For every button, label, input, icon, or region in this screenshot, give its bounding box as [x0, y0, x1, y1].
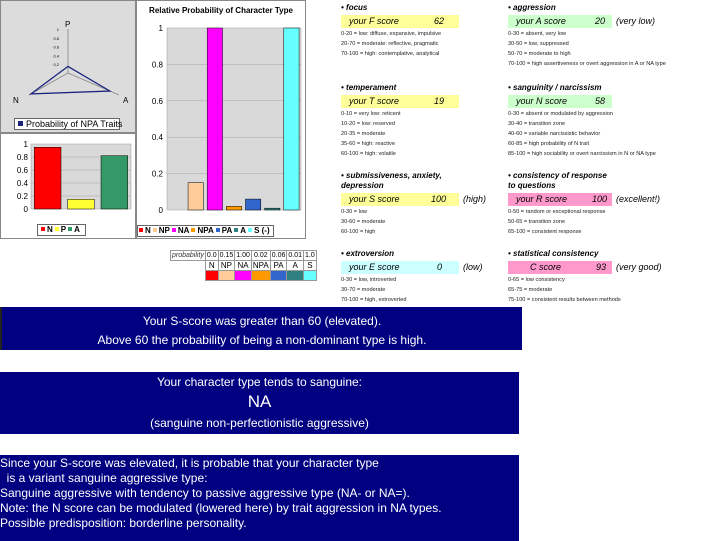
legend-swatch-icon [55, 227, 59, 231]
npa-legend-label: N [47, 225, 53, 234]
type-legend-label: A [240, 226, 247, 235]
s-score-result-line-2: Above 60 the probability of being a non-dominant type is high. [97, 333, 427, 347]
submissiveness-score-value: 100 [431, 194, 447, 204]
temperament-line-3: 20-35 = moderate [341, 131, 386, 137]
radar-axis-n: N [13, 96, 19, 105]
npa-legend-item [41, 225, 53, 235]
sanguinity-line-3: 40-60 = variable narcissistic behavior [508, 131, 601, 137]
sanguinity-section [508, 83, 656, 159]
legend-square-icon [18, 121, 23, 126]
extroversion-title: • extroversion [341, 249, 395, 258]
type-y-tick-label: 0 [158, 206, 163, 215]
s-score-result-line-1: Your S-score was greater than 60 (elevated). [142, 314, 382, 328]
probability-colors-row [171, 271, 317, 281]
npa-y-tick-label: 0.4 [16, 179, 28, 188]
temperament-line-1: 0-10 = very low: reticent [341, 111, 401, 117]
type-y-tick-label: 0.6 [151, 96, 163, 106]
aggression-score-value: 20 [595, 16, 606, 26]
npa-bar-legend [37, 224, 86, 236]
radar-legend [14, 118, 123, 130]
legend-swatch-icon [248, 228, 252, 232]
statistical-line-2: 65-75 = moderate [508, 287, 553, 293]
type-legend-label: NP [158, 226, 170, 235]
type-legend-item [216, 226, 233, 236]
legend-swatch-icon [234, 228, 238, 232]
consistency-note: (excellent!) [616, 194, 661, 204]
radar-tick-label: 1 [56, 27, 59, 32]
legend-swatch-icon [172, 228, 176, 232]
character-type-code: NA [247, 392, 272, 411]
npa-bar-chart-panel [0, 133, 136, 239]
probability-value-cell: 0.06 [271, 252, 286, 259]
focus-score-label: your F score [349, 16, 399, 26]
probability-color-cell [270, 271, 287, 281]
npa-legend-label: A [74, 225, 80, 234]
type-legend-item [139, 226, 151, 236]
probability-value-cell: 1.0 [305, 252, 315, 259]
submissiveness-title-1: • submissiveness, anxiety, [341, 171, 442, 180]
legend-swatch-icon [216, 228, 220, 232]
probability-color-cell [287, 271, 304, 281]
aggression-score-label: your A score [516, 16, 566, 26]
type-bar-na [207, 28, 222, 210]
npa-y-tick-label: 0 [23, 205, 28, 214]
probability-code-cell: NPA [252, 261, 269, 270]
consistency-title-1: • consistency of response [508, 171, 607, 180]
type-legend-label: N [145, 226, 151, 235]
probability-code-cell: S [304, 261, 317, 271]
statistical-score-box [508, 261, 612, 274]
type-bar-pa [245, 199, 260, 210]
aggression-line-4: 70-100 = high assertiveness or overt aggression in A or NA type [508, 61, 666, 67]
temperament-score-value: 19 [434, 96, 445, 106]
variant-line-1: Since your S-score was elevated, it is probable that your character type [0, 456, 379, 470]
focus-score-box [341, 15, 459, 28]
type-legend-item [153, 226, 170, 236]
probability-value-cell: 0.0 [206, 252, 217, 259]
consistency-score-box [508, 193, 612, 206]
extroversion-line-3: 70-100 = high, extroverted [341, 297, 407, 303]
probability-value-cell: 0.02 [251, 251, 270, 261]
extroversion-section [341, 249, 483, 305]
statistical-score-value: 93 [596, 262, 607, 272]
probability-code-cell: N [205, 261, 218, 271]
type-legend-item [248, 226, 270, 236]
statistical-line-3: 75-100 = consistent results between methods [508, 297, 621, 303]
temperament-score-label: your T score [349, 96, 400, 106]
legend-swatch-icon [139, 228, 143, 232]
type-y-tick-label: 0.8 [151, 60, 163, 70]
temperament-line-4: 35-60 = high: reactive [341, 141, 395, 147]
consistency-score-label: your R score [516, 194, 568, 204]
submissiveness-title-2: depression [341, 181, 384, 190]
probability-codes-row [171, 261, 317, 271]
sanguinity-line-1: 0-30 = absent or modulated by aggression [508, 111, 613, 117]
submissiveness-score-box [341, 193, 459, 206]
type-legend-label: PA [221, 226, 233, 235]
probability-color-cell [235, 271, 252, 281]
consistency-line-2: 50-65 = transition zone [508, 219, 566, 225]
radar-axis-p: P [65, 20, 71, 29]
radar-tick-label: 0.6 [53, 44, 59, 50]
consistency-line-3: 65-100 = consistent response [508, 229, 582, 235]
aggression-line-3: 50-70 = moderate to high [508, 51, 571, 57]
variant-line-2: is a variant sanguine aggressive type: [0, 471, 208, 485]
consistency-score-value: 100 [592, 194, 608, 204]
character-type-chart-panel [136, 0, 306, 239]
consistency-section [508, 171, 660, 237]
temperament-score-box [341, 95, 459, 108]
focus-title: • focus [341, 3, 368, 12]
radar-axis-a: A [123, 96, 129, 105]
type-legend-item [234, 226, 246, 236]
npa-legend-item [55, 225, 66, 235]
npa-y-tick-label: 0.8 [16, 153, 28, 162]
aggression-line-1: 0-30 = absent, very low [508, 31, 566, 37]
submissiveness-line-2: 30-60 = moderate [341, 219, 386, 225]
type-y-tick-label: 0.2 [151, 169, 163, 179]
focus-line-1: 0-20 = low: diffuse, expansive, impulsive [341, 31, 442, 37]
probability-code-cell: NA [235, 261, 252, 271]
focus-score-value: 62 [434, 16, 445, 26]
npa-y-tick-label: 0.2 [16, 192, 28, 201]
legend-swatch-icon [191, 228, 195, 232]
variant-line-4: Note: the N score can be modulated (lowered here) by trait aggression in NA types. [0, 501, 442, 515]
temperament-line-2: 10-20 = low: reserved [341, 121, 395, 127]
s-score-result-box [0, 307, 522, 350]
sanguinity-title: • sanguinity / narcissism [508, 83, 602, 92]
temperament-title: • temperament [341, 83, 397, 92]
statistical-note: (very good) [616, 262, 662, 272]
probability-table [170, 250, 317, 281]
type-bar-s [284, 28, 299, 210]
npa-legend-item [68, 225, 80, 235]
npa-y-tick-label: 0.6 [16, 166, 28, 175]
temperament-line-5: 60-100 = high: volatile [341, 151, 396, 157]
statistical-section [508, 249, 662, 305]
npa-y-tick-label: 1 [23, 140, 28, 149]
submissiveness-note: (high) [463, 194, 487, 204]
radar-legend-label: Probability of NPA Traits [26, 119, 123, 129]
variant-line-5: Possible predisposition: borderline personality. [0, 516, 247, 530]
sanguinity-line-5: 85-100 = high sociability or overt narcissism in N or NA type [508, 151, 656, 157]
radar-tick-labels [53, 27, 59, 67]
statistical-title: • statistical consistency [508, 249, 599, 258]
extroversion-score-label: your E score [349, 262, 400, 272]
sanguinity-score-value: 58 [595, 96, 606, 106]
legend-swatch-icon [41, 227, 45, 231]
type-legend-item [191, 226, 213, 236]
aggression-title: • aggression [508, 3, 556, 12]
type-legend-label: NA [177, 226, 190, 235]
probability-code-cell: NP [218, 261, 235, 271]
sanguinity-line-2: 30-40 = transition zone [508, 121, 566, 127]
radar-tick-label: 0.4 [53, 53, 59, 59]
probability-value-cell: 0.15 [219, 252, 234, 259]
npa-legend-label: P [60, 225, 67, 234]
type-legend-label: NPA [197, 226, 214, 235]
type-plot-area [167, 28, 301, 210]
extroversion-note: (low) [463, 262, 483, 272]
sanguinity-score-label: your N score [516, 96, 568, 106]
probability-code-cell: PA [270, 261, 287, 271]
character-type-bar-chart [137, 1, 305, 223]
variant-explanation-box [0, 455, 519, 541]
npa-bar-n [34, 147, 61, 209]
sanguinity-score-box [508, 95, 612, 108]
aggression-score-box [508, 15, 612, 28]
character-type-result-box [0, 372, 519, 434]
statistical-score-label: C score [530, 262, 562, 272]
probability-label: probability [172, 252, 204, 259]
probability-color-cell [251, 271, 270, 281]
aggression-note: (very low) [616, 16, 656, 26]
probability-value-cell: 1.00 [236, 252, 250, 259]
radar-chart-panel [0, 0, 136, 133]
type-legend-label: S (-) [254, 226, 270, 235]
submissiveness-section [341, 171, 486, 237]
type-bar-a [265, 208, 280, 210]
consistency-title-2: to questions [508, 181, 556, 190]
submissiveness-line-1: 0-30 = low [341, 209, 367, 215]
type-y-tick-label: 0.4 [151, 133, 163, 143]
variant-line-3: Sanguine aggressive with tendency to passive aggressive type (NA- or NA=). [0, 486, 410, 500]
extroversion-line-2: 30-70 = moderate [341, 287, 386, 293]
character-type-chart-title: Relative Probability of Character Type [149, 6, 293, 15]
npa-bar-p [68, 199, 95, 209]
consistency-line-1: 0-50 = random or exceptional response [508, 209, 606, 215]
probability-color-cell [304, 271, 317, 281]
character-type-intro: Your character type tends to sanguine: [156, 375, 363, 389]
radar-chart [1, 1, 137, 117]
focus-line-3: 70-100 = high: contemplative, analytical [341, 51, 440, 57]
focus-section [341, 3, 459, 59]
probability-color-cell [218, 271, 235, 281]
radar-tick-label: 0.2 [53, 62, 59, 68]
probability-values-row [171, 251, 317, 261]
type-legend-item [172, 226, 190, 236]
submissiveness-score-label: your S score [349, 194, 400, 204]
aggression-section [508, 3, 666, 69]
probability-value-cell: 0.01 [288, 252, 303, 259]
radar-tick-label: 0.8 [53, 35, 59, 41]
type-bar-np [188, 183, 203, 210]
submissiveness-line-3: 60-100 = high [341, 229, 376, 235]
character-type-legend [137, 225, 274, 237]
probability-color-cell [205, 271, 218, 281]
temperament-section [341, 83, 459, 159]
extroversion-line-1: 0-30 = low, introverted [341, 277, 397, 283]
legend-swatch-icon [68, 227, 72, 231]
npa-bar-a [101, 156, 128, 209]
extroversion-score-box [341, 261, 459, 274]
npa-bar-chart [1, 134, 137, 226]
extroversion-score-value: 0 [437, 262, 443, 272]
sanguinity-line-4: 60-85 = high probability of N trait [508, 141, 590, 147]
focus-line-2: 20-70 = moderate: reflective, pragmatic [341, 41, 439, 47]
character-type-description: (sanguine non-perfectionistic aggressive) [150, 416, 369, 430]
radar-series-line [31, 66, 110, 94]
type-bar-npa [226, 206, 241, 210]
aggression-line-2: 30-50 = low, suppressed [508, 41, 569, 47]
type-y-tick-label: 1 [158, 24, 163, 33]
statistical-line-1: 0-65 = low consistency [508, 277, 565, 283]
legend-swatch-icon [153, 228, 157, 232]
probability-code-cell: A [287, 261, 304, 271]
